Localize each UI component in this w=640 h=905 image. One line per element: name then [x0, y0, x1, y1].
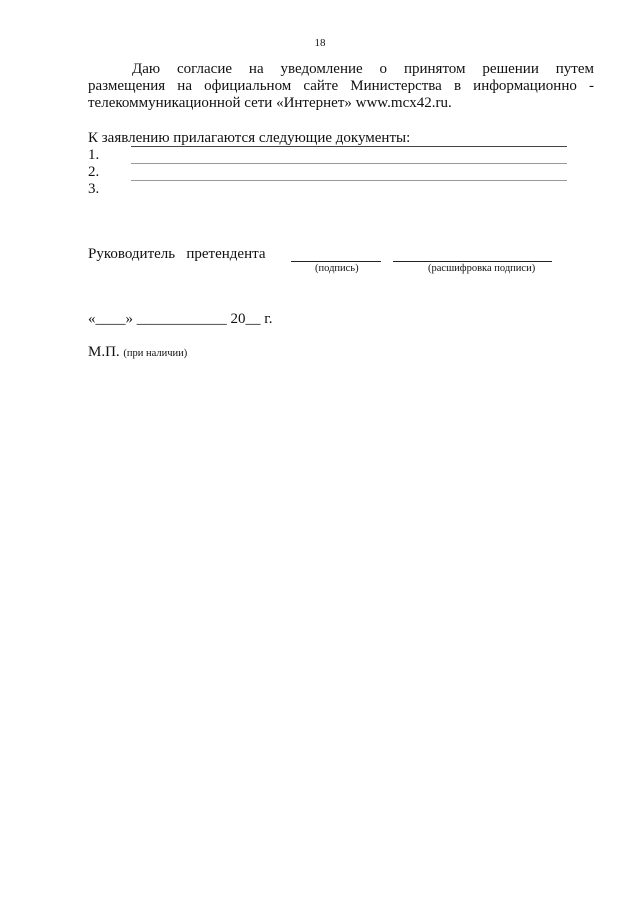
- attachment-item-2-number: 2.: [88, 164, 100, 180]
- attachment-item-3-number: 3.: [88, 181, 100, 197]
- consent-line-2: размещения на официальном сайте Министерства в информационно -: [88, 78, 594, 94]
- attachment-item-1-number: 1.: [88, 147, 100, 163]
- page-number: 18: [314, 37, 326, 49]
- attachment-item-1-field[interactable]: [131, 146, 567, 147]
- stamp-label: М.П.: [88, 344, 120, 360]
- consent-line-3: телекоммуникационной сети «Интернет» www.mcx42.ru.: [88, 95, 452, 111]
- attachment-item-3-field[interactable]: [131, 180, 567, 181]
- stamp-block: [88, 344, 594, 362]
- signature-caption: (подпись): [315, 263, 359, 274]
- signature-decode-caption: (расшифровка подписи): [428, 263, 536, 274]
- consent-paragraph: [88, 61, 594, 112]
- attachment-item-2-field[interactable]: [131, 163, 567, 164]
- attachments-heading: К заявлению прилагаются следующие документы:: [88, 130, 411, 146]
- stamp-note: (при наличии): [123, 348, 188, 359]
- signature-label: Руководитель претендента: [88, 246, 266, 262]
- signature-decode-field[interactable]: [393, 245, 552, 262]
- consent-line-1: Даю согласие на уведомление о принятом решении путем: [132, 61, 594, 77]
- signature-field[interactable]: [291, 245, 381, 262]
- date-line: «____» ____________ 20__ г.: [88, 311, 273, 327]
